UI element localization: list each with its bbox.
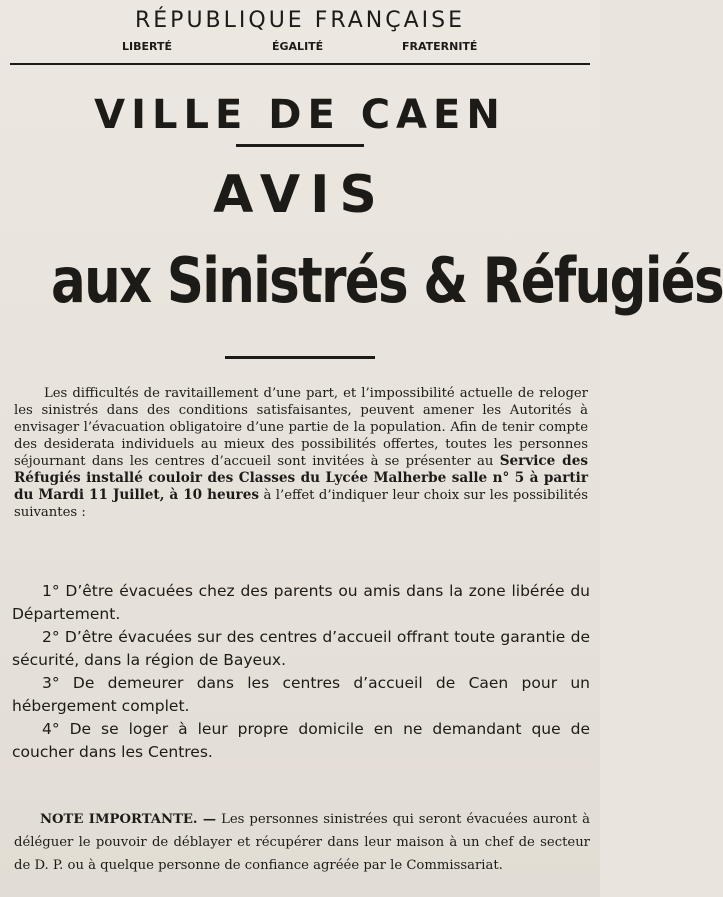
republique-heading: RÉPUBLIQUE FRANÇAISE [134,8,466,33]
intro-text: Les difficultés de ravitaillement d’une part, et l’impossibilité actuelle de reloger les sinistrés dans des conditions satisfaisantes, peuvent amener les Autorités à envisager l’évacuation obligatoire d’une partie de la population. Afin de tenir compte des desiderata individuels au mieux des possibilités offertes, toutes les personnes séjournant dans les centres d’accueil sont invitées à se présenter au [14,386,588,469]
option-4: 4° De se loger à leur propre domicile en ne demandant que de coucher dans les Centres. [12,720,590,761]
important-note [14,808,590,877]
note-text: Les personnes sinistrées qui seront évacuées auront à déléguer le pouvoir de déblayer et récupérer dans leur maison à un chef de secteur de D. P. ou à quelque personne de confiance agréée par le Commissariat. [14,812,590,873]
top-divider [10,63,590,65]
option-1: 1° D’être évacuées chez des parents ou amis dans la zone libérée du Département. [12,582,590,623]
motto-liberte: LIBERTÉ [122,40,172,53]
notice-subtitle: aux Sinistrés & Réfugiés [51,244,723,317]
note-label: NOTE IMPORTANTE. — [40,812,217,827]
notice-title: AVIS [213,165,387,225]
option-3: 3° De demeurer dans les centres d’accueil de Caen pour un hébergement complet. [12,674,590,715]
motto-egalite: ÉGALITÉ [272,40,324,53]
service-location: Service des Réfugiés installé couloir des Classes du Lycée Malherbe salle n° 5 à partir du Mardi 11 Juillet, à 10 heures [14,453,588,503]
subtitle-divider [225,356,375,359]
city-title: VILLE DE CAEN [94,92,506,138]
option-2: 2° D’être évacuées sur des centres d’accueil offrant toute garantie de sécurité, dans la région de Bayeux. [12,628,590,669]
city-underline [236,144,364,147]
intro-paragraph [14,385,588,521]
options-list [12,580,590,764]
motto-fraternite: FRATERNITÉ [402,40,478,53]
intro-end: à l’effet d’indiquer leur choix sur les possibilités suivantes : [14,488,588,520]
